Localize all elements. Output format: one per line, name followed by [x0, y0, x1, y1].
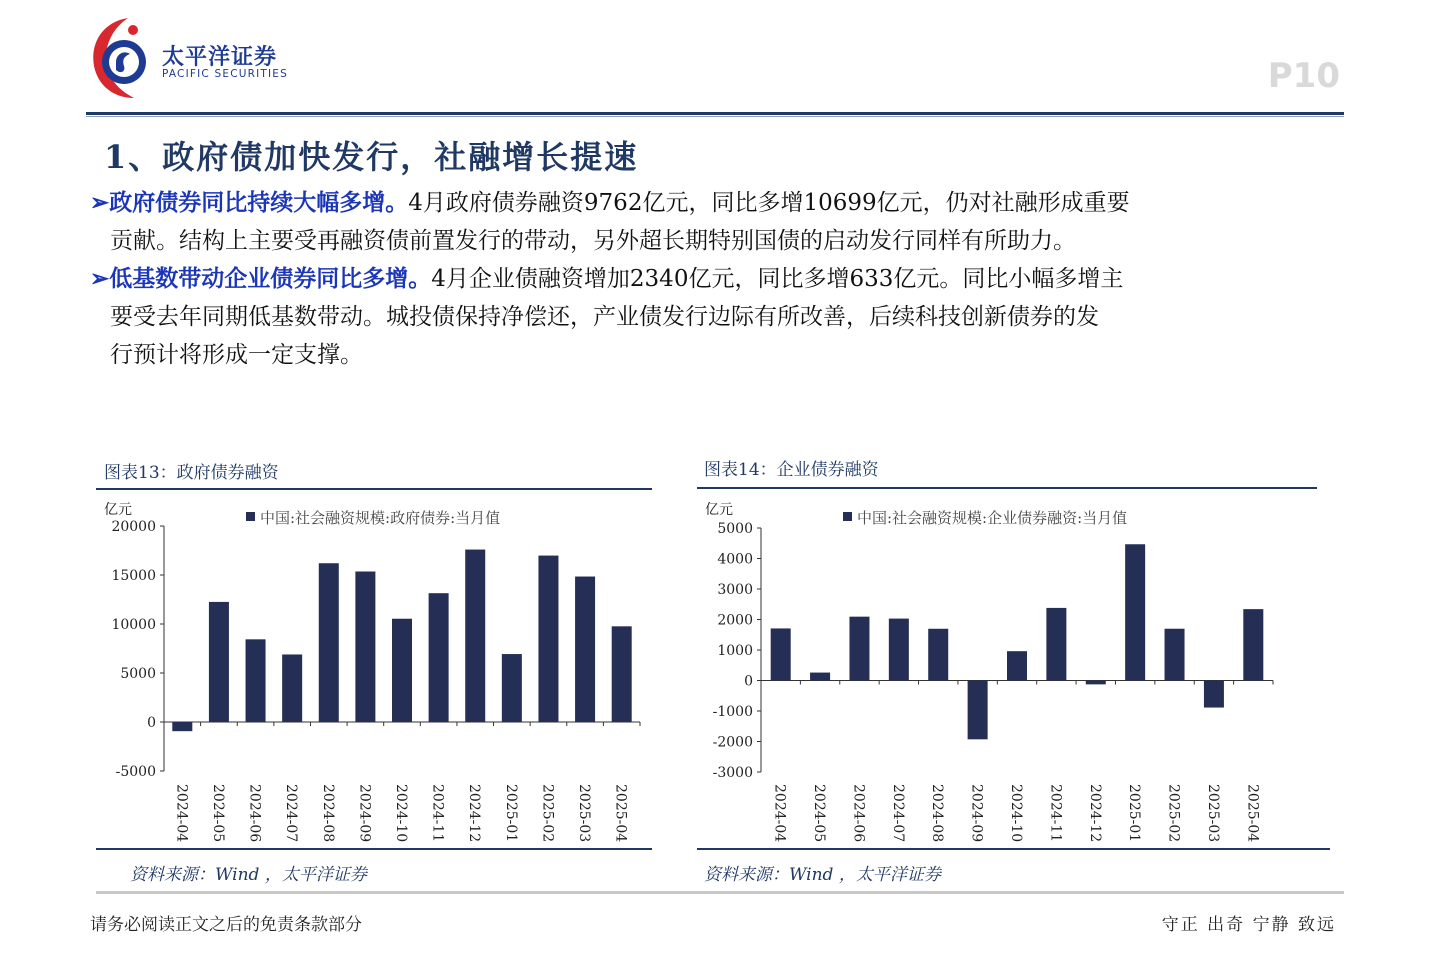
figure-14-title: 图表14：企业债券融资	[704, 460, 879, 480]
x-tick-label: 2024-10	[393, 784, 409, 843]
x-tick-label: 2024-11	[429, 784, 446, 843]
bar	[319, 563, 339, 722]
x-tick-label: 2024-10	[1008, 784, 1024, 843]
x-tick-label: 2024-07	[889, 784, 906, 843]
y-tick-label: 0	[147, 715, 156, 731]
figure-13-top-rule	[96, 488, 652, 490]
bar	[771, 628, 791, 680]
bar	[1165, 629, 1185, 681]
brand-name-en: PACIFIC SECURITIES	[162, 68, 289, 80]
x-tick-label: 2025-03	[576, 784, 593, 843]
figure-13-source: 资料来源：Wind ，太平洋证券	[130, 865, 367, 885]
y-axis-unit-label: 亿元	[705, 502, 733, 518]
bar	[1046, 608, 1066, 681]
bar	[1204, 681, 1224, 708]
y-tick-label: 0	[744, 673, 753, 690]
y-tick-label: -2000	[712, 734, 753, 751]
figure-14-chart	[697, 492, 1330, 846]
bullet-arrow-icon: ➢	[90, 265, 110, 292]
bar	[889, 619, 909, 681]
legend-label: 中国:社会融资规模:政府债券:当月值	[260, 509, 501, 527]
figure-14-source: 资料来源：Wind ，太平洋证券	[704, 865, 941, 885]
figure-13-title: 图表13：政府债券融资	[104, 463, 279, 483]
bar	[612, 626, 632, 722]
paragraph-text: 要受去年同期低基数带动。城投债保持净偿还，产业债发行边际有所改善，后续科技创新债券的发	[110, 304, 1099, 330]
y-tick-label: 2000	[717, 612, 753, 629]
figure-13-bottom-rule	[96, 848, 652, 850]
paragraph-text: 贡献。结构上主要受再融资债前置发行的带动，另外超长期特别国债的启动发行同样有所助力。	[110, 228, 1076, 254]
x-tick-label: 2025-03	[1204, 784, 1221, 843]
paragraph-lead: 低基数带动企业债券同比多增。	[109, 265, 432, 292]
bar	[246, 639, 266, 722]
paragraph-text: 行预计将形成一定支撑。	[110, 342, 363, 368]
bar	[928, 629, 948, 681]
y-tick-label: 5000	[120, 666, 156, 682]
y-tick-label: 4000	[717, 551, 753, 568]
x-tick-label: 2024-08	[929, 784, 946, 843]
x-tick-label: 2024-08	[319, 784, 336, 843]
x-tick-label: 2024-06	[850, 784, 867, 843]
page-number: P10	[1267, 56, 1340, 96]
y-tick-label: 3000	[717, 582, 753, 598]
legend-swatch	[246, 512, 255, 521]
bar	[392, 619, 412, 722]
bar	[355, 572, 375, 722]
y-tick-label: 1000	[717, 643, 753, 659]
brand-name-cn: 太平洋证券	[162, 45, 278, 70]
bar	[538, 556, 558, 722]
y-axis-unit-label: 亿元	[104, 502, 132, 518]
paragraph-government-bonds	[90, 184, 1330, 260]
bar	[968, 681, 988, 740]
section-title: 1、政府债加快发行，社融增长提速	[104, 138, 639, 176]
bar	[429, 593, 449, 722]
legend-label: 中国:社会融资规模:企业债券融资:当月值	[857, 509, 1128, 527]
x-tick-label: 2024-11	[1047, 784, 1064, 843]
footer-divider	[96, 891, 1344, 894]
x-tick-label: 2025-04	[1244, 784, 1261, 843]
bar	[502, 654, 522, 722]
y-tick-label: -5000	[115, 764, 156, 780]
x-tick-label: 2024-07	[283, 784, 300, 843]
header-divider	[86, 112, 1344, 115]
paragraph-lead: 政府债券同比持续大幅多增。	[109, 189, 409, 216]
x-tick-label: 2024-09	[356, 784, 373, 843]
x-tick-label: 2025-02	[539, 784, 556, 843]
paragraph-corporate-bonds	[90, 260, 1330, 374]
x-tick-label: 2025-02	[1165, 784, 1182, 843]
y-tick-label: 20000	[111, 519, 156, 535]
company-motto: 守正 出奇 宁静 致远	[1161, 915, 1336, 935]
bar	[1086, 681, 1106, 685]
bar	[172, 722, 192, 731]
bar	[209, 602, 229, 722]
bar	[465, 550, 485, 722]
x-tick-label: 2024-04	[173, 784, 190, 843]
bullet-arrow-icon: ➢	[90, 189, 110, 216]
bar	[575, 577, 595, 722]
disclaimer-note: 请务必阅读正文之后的免责条款部分	[90, 915, 362, 935]
company-logo-icon	[88, 14, 158, 100]
bar	[282, 654, 302, 722]
bar	[810, 673, 830, 681]
y-tick-label: 10000	[111, 617, 156, 633]
y-tick-label: -3000	[712, 765, 753, 781]
paragraph-text: 4月企业债融资增加2340亿元，同比多增633亿元。同比小幅多增主	[431, 266, 1124, 292]
x-tick-label: 2024-06	[246, 784, 263, 843]
bar	[849, 617, 869, 681]
figure-13-chart	[96, 492, 652, 846]
x-tick-label: 2024-12	[1086, 784, 1103, 843]
x-tick-label: 2025-01	[1126, 784, 1143, 843]
y-tick-label: -1000	[712, 704, 753, 720]
x-tick-label: 2025-04	[612, 784, 629, 843]
legend-swatch	[843, 512, 852, 521]
x-tick-label: 2024-09	[968, 784, 985, 843]
figure-14-bottom-rule	[697, 848, 1330, 850]
x-tick-label: 2024-05	[209, 784, 226, 843]
y-tick-label: 5000	[717, 521, 753, 537]
bar	[1125, 544, 1145, 680]
y-tick-label: 15000	[111, 568, 156, 584]
x-tick-label: 2025-01	[502, 784, 519, 843]
x-tick-label: 2024-05	[811, 784, 828, 843]
bar	[1243, 609, 1263, 680]
header-divider-thin	[86, 116, 1344, 117]
x-tick-label: 2024-04	[771, 784, 788, 843]
bar	[1007, 651, 1027, 680]
paragraph-text: 4月政府债券融资9762亿元，同比多增10699亿元，仍对社融形成重要	[408, 190, 1130, 216]
figure-14-top-rule	[697, 487, 1317, 489]
x-tick-label: 2024-12	[466, 784, 483, 843]
